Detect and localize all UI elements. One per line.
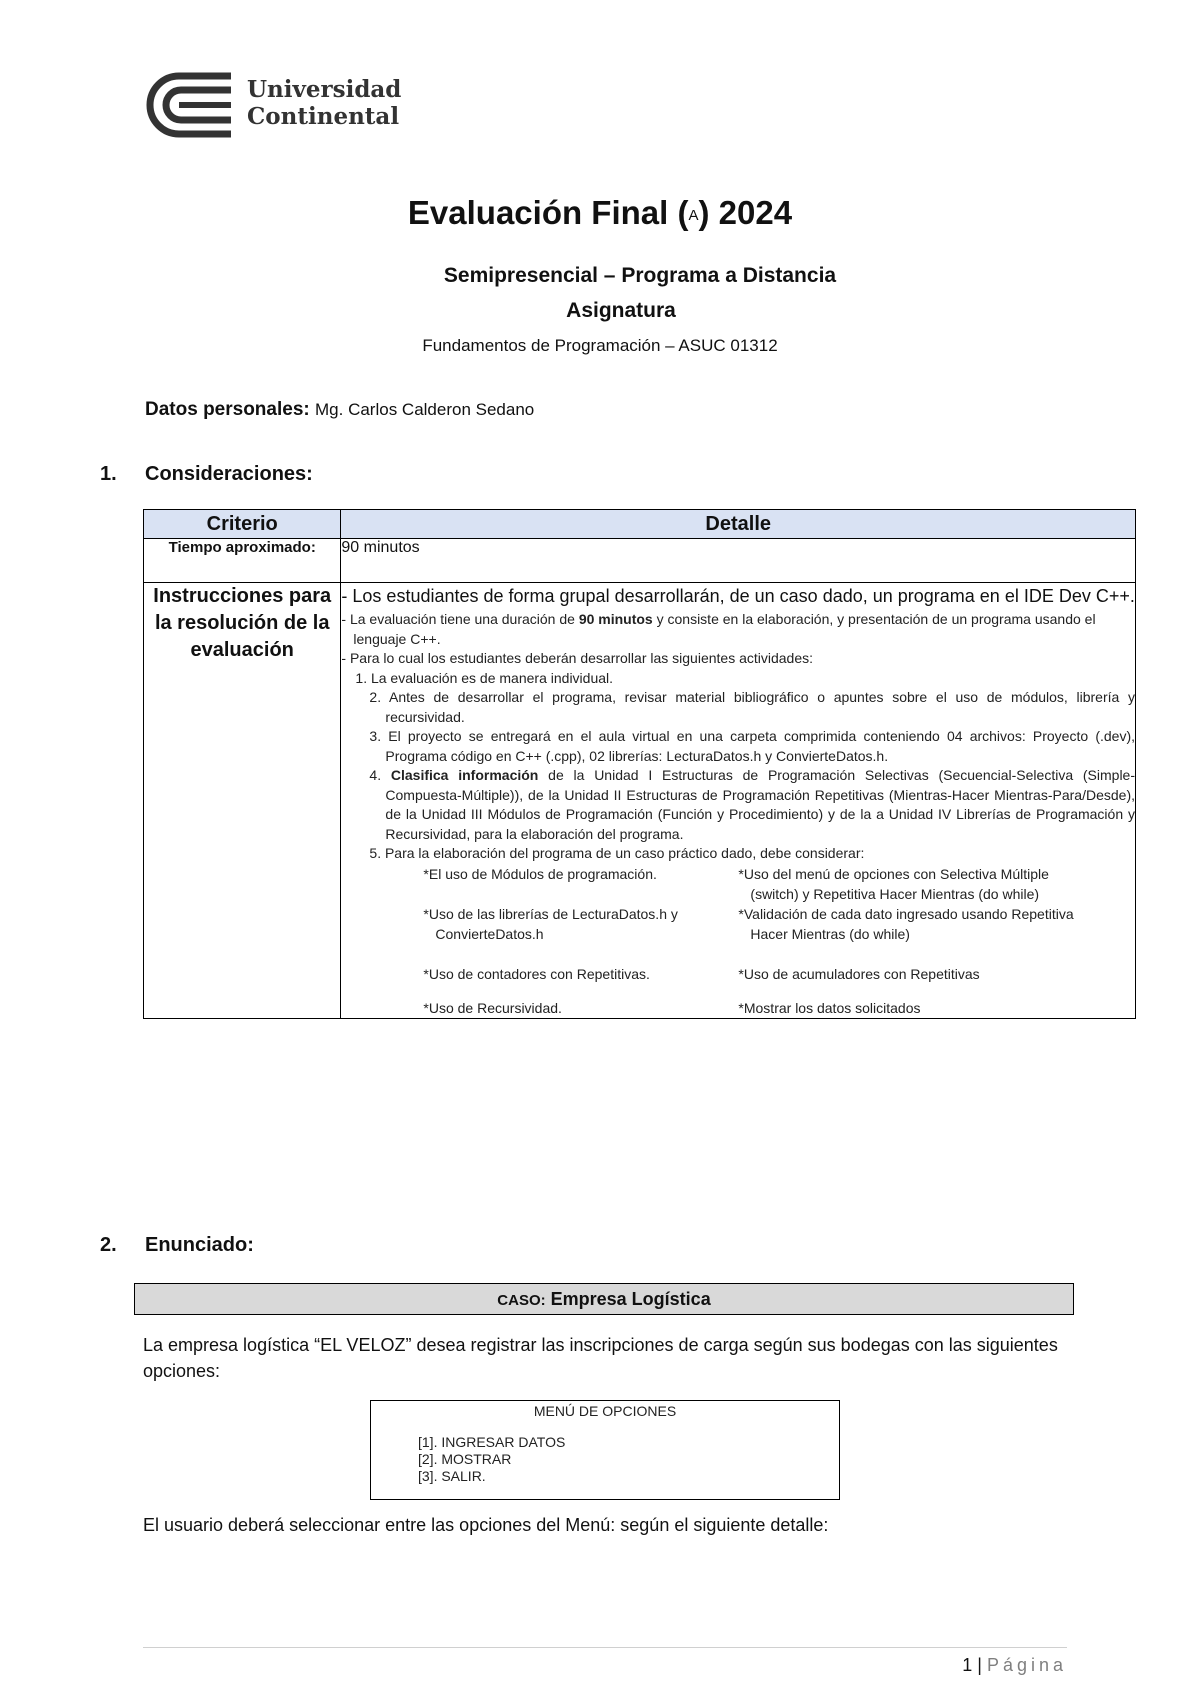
title-part-1: Evaluación Final ( [407,194,689,231]
bullet-item: *Mostrar los datos solicitados [738,999,921,1016]
bullet-item: *Uso de acumuladores con Repetitivas [738,965,980,982]
duration-post: y consiste en la elaboración, y presentación de un programa usando el lenguaje C++. [353,611,1096,647]
item4-bold: Clasifica información [390,767,539,783]
page-footer [962,1655,1067,1676]
activity-item-5: 5. Para la elaboración del programa de un caso práctico dado, debe considerar: [369,845,865,861]
case-paragraph: La empresa logística “EL VELOZ” desea registrar las inscripciones de carga según sus bodegas con las siguientes opciones: [143,1335,1058,1381]
activity-item-1: 1. La evaluación es de manera individual. [355,669,614,686]
bullet-item: *El uso de Módulos de programación. [423,865,657,882]
table-cell-criterio: Tiempo aproximado: [144,539,341,583]
table-cell-detalle [341,583,1136,1019]
bullet-item: *Uso del menú de opciones con Selectiva Múltiple (switch) y Repetitiva Hacer Mientras (do while) [738,865,1049,902]
section-heading-1 [100,463,313,486]
table-header-row [144,510,1136,539]
table-row [144,539,1136,583]
considerations-bullets [423,864,1135,1018]
menu-item: [1]. INGRESAR DATOS [418,1434,566,1450]
instruction-duration: - La evaluación tiene una duración de 90 minutos y consiste en la elaboración, y presentación de un programa usando el lenguaje C++. [341,611,1096,647]
section-label: Enunciado: [145,1234,254,1256]
title-variant: A [688,206,699,224]
title-part-2: ) 2024 [698,194,793,231]
activity-item-2: 2. Antes de desarrollar el programa, revisar material bibliográfico o apuntes sobre el uso de módulos, librería y recursividad. [369,689,1135,725]
subtitle: Semipresencial – Programa a Distancia [443,264,837,287]
logo-mark-icon [143,70,235,140]
case-label: CASO: [497,1292,546,1309]
table-row [144,583,1136,1019]
instruction-lead-text: Los estudiantes de forma grupal desarrollarán, de un caso dado, un programa en el IDE Dev C++. [352,586,1135,606]
logo-line-2: Continental [247,103,400,130]
bullet-item: *Uso de contadores con Repetitivas. [423,965,650,982]
case-name: Empresa Logística [550,1289,711,1309]
course-name: Fundamentos de Programación – ASUC 01312 [422,336,778,355]
logo-text [247,76,401,130]
bullet-item: *Uso de Recursividad. [423,999,562,1016]
duration-pre: La evaluación tiene una duración de [349,611,579,627]
table-cell-detalle: 90 minutos [341,539,1136,583]
activities-text: Para lo cual los estudiantes deberán desarrollar las siguientes actividades: [349,650,814,666]
page-title [0,194,1200,232]
menu-item: [3]. SALIR. [418,1468,486,1484]
duration-bold: 90 minutos [578,611,653,627]
table-header-criterio: Criterio [144,510,341,539]
logo-line-1: Universidad [247,76,402,103]
bullet-item: *Uso de las librerías de LecturaDatos.h y ConvierteDatos.h [423,905,678,942]
personal-data-label: Datos personales: [145,399,310,420]
section-heading-2 [100,1234,254,1257]
footer-separator: | [977,1655,982,1675]
menu-items [418,1434,839,1485]
case-title [134,1283,1074,1315]
activity-item-3: 3. El proyecto se entregará en el aula virtual en una carpeta comprimida conteniendo 04 archivos: Proyecto (.dev), Programa código en C++ (.cpp), 02 librerías: LecturaDatos.h y ConvierteDatos.h. [369,728,1135,764]
page-label: Página [986,1655,1067,1675]
instruction-lead: - Los estudiantes de forma grupal desarrollarán, de un caso dado, un programa en el IDE Dev C++. [341,586,1135,606]
menu-title: MENÚ DE OPCIONES [533,1403,677,1419]
menu-options-box [370,1400,840,1500]
menu-instructions: El usuario deberá seleccionar entre las opciones del Menú: según el siguiente detalle: [143,1515,829,1535]
university-logo [143,70,403,142]
item4-rest: de la Unidad I Estructuras de Programación Selectivas (Secuencial-Selectiva (Simple-Compuesta-Múltiple)), de la Unidad II Estructuras de Programación Repetitivas (Mientras-Hacer Mientras-Para/Desde), de la Unidad III Módulos de Programación (Función y Procedimiento) y de la a Unidad IV Librerías de Programación y Recursividad, para la elaboración del programa. [385,767,1136,842]
considerations-table [143,509,1136,1019]
activity-item-4 [355,766,1135,844]
instruction-activities: - Para lo cual los estudiantes deberán desarrollar las siguientes actividades: [341,650,814,666]
section-number: 2. [100,1234,117,1256]
table-cell-criterio: Instrucciones para la resolución de la evaluación [144,583,341,1019]
footer-divider [143,1647,1067,1648]
table-header-detalle: Detalle [341,510,1136,539]
asignatura-label: Asignatura [566,299,676,322]
menu-item: [2]. MOSTRAR [418,1451,512,1467]
section-number: 1. [100,463,117,485]
personal-data-value: Mg. Carlos Calderon Sedano [315,400,535,419]
personal-data [145,399,534,421]
page-number: 1 [962,1655,973,1675]
bullet-item: *Validación de cada dato ingresado usando Repetitiva Hacer Mientras (do while) [738,905,1074,942]
item4-num: 4. [369,767,391,783]
section-label: Consideraciones: [145,463,313,485]
